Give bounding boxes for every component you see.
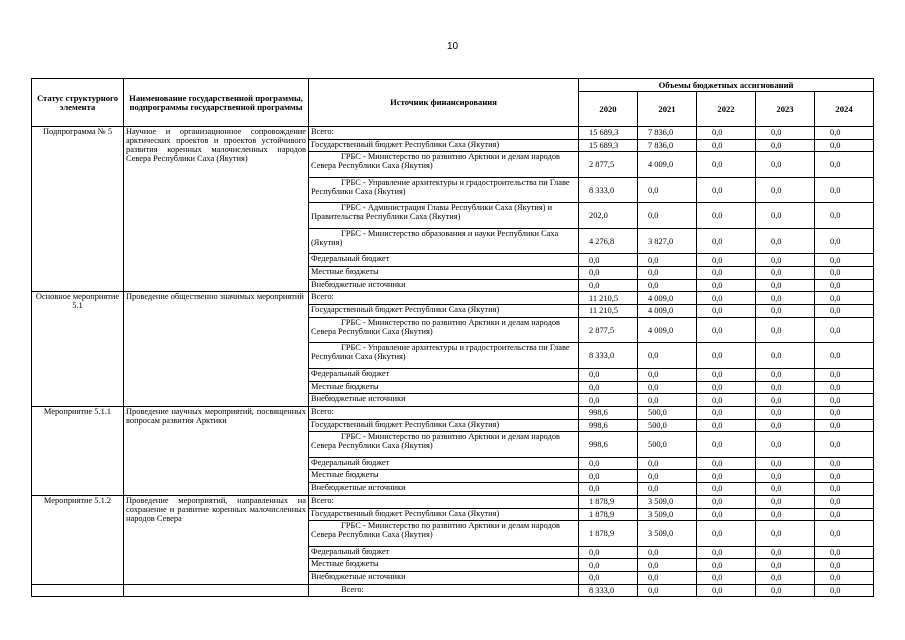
funding-source: ГРБС - Министерство по развитию Арктики и делам народов Севера Республики Саха (Якутия) [309, 521, 579, 547]
program-name [124, 584, 309, 597]
budget-value: 202,0 [579, 203, 638, 229]
budget-value: 0,0 [638, 343, 697, 369]
budget-value: 0,0 [697, 254, 756, 267]
budget-value: 0,0 [638, 368, 697, 381]
funding-source: Федеральный бюджет [309, 254, 579, 267]
budget-value: 0,0 [579, 267, 638, 280]
budget-value: 0,0 [756, 292, 815, 305]
funding-source: Федеральный бюджет [309, 368, 579, 381]
budget-value: 7 836,0 [638, 127, 697, 140]
budget-value: 0,0 [579, 368, 638, 381]
budget-value: 0,0 [756, 203, 815, 229]
budget-value: 0,0 [697, 483, 756, 496]
budget-value: 0,0 [579, 572, 638, 585]
budget-value: 0,0 [697, 368, 756, 381]
budget-value: 0,0 [697, 432, 756, 458]
header-year: 2020 [579, 92, 638, 127]
budget-value: 0,0 [815, 279, 874, 292]
budget-value: 0,0 [756, 419, 815, 432]
funding-source: ГРБС - Управление архитектуры и градостроительства пи Главе Республики Саха (Якутия) [309, 177, 579, 203]
budget-value: 2 877,5 [579, 317, 638, 343]
funding-source: ГРБС - Администрация Главы Республики Саха (Якутия) и Правительства Республики Саха (Якутия) [309, 203, 579, 229]
budget-value: 0,0 [579, 394, 638, 407]
element-status [32, 584, 124, 597]
budget-value: 0,0 [815, 381, 874, 394]
funding-source: Местные бюджеты [309, 559, 579, 572]
budget-value: 0,0 [756, 254, 815, 267]
budget-value: 0,0 [756, 483, 815, 496]
budget-value: 0,0 [815, 139, 874, 152]
element-status: Основное мероприятие 5.1 [32, 292, 124, 406]
budget-value: 4 009,0 [638, 152, 697, 178]
budget-value: 0,0 [697, 508, 756, 521]
budget-value: 0,0 [756, 139, 815, 152]
budget-value: 4 276,8 [579, 228, 638, 254]
table-row [32, 495, 874, 508]
header-year: 2024 [815, 92, 874, 127]
budget-value: 0,0 [815, 203, 874, 229]
budget-value: 0,0 [697, 559, 756, 572]
funding-source: Федеральный бюджет [309, 457, 579, 470]
element-status: Мероприятие 5.1.1 [32, 406, 124, 495]
budget-value: 0,0 [756, 228, 815, 254]
budget-value: 8 333,0 [579, 584, 638, 597]
table-row [32, 406, 874, 419]
funding-source: Государственный бюджет Республики Саха (Якутия) [309, 419, 579, 432]
budget-value: 0,0 [756, 406, 815, 419]
budget-value: 0,0 [756, 546, 815, 559]
funding-source: Государственный бюджет Республики Саха (Якутия) [309, 139, 579, 152]
budget-value: 0,0 [815, 305, 874, 318]
budget-value: 15 689,3 [579, 127, 638, 140]
funding-source: Всего: [309, 127, 579, 140]
budget-value: 500,0 [638, 419, 697, 432]
header-year: 2023 [756, 92, 815, 127]
budget-value: 0,0 [756, 457, 815, 470]
header-year: 2022 [697, 92, 756, 127]
budget-value: 0,0 [579, 483, 638, 496]
budget-value: 0,0 [638, 584, 697, 597]
budget-value: 0,0 [697, 305, 756, 318]
funding-source: Государственный бюджет Республики Саха (Якутия) [309, 305, 579, 318]
program-name: Проведение мероприятий, направленных на сохранение и развитие коренных малочисленных народов Севера [124, 495, 309, 584]
budget-value: 4 009,0 [638, 317, 697, 343]
budget-value: 0,0 [697, 292, 756, 305]
budget-value: 0,0 [697, 495, 756, 508]
funding-source: ГРБС - Управление архитектуры и градостроительства пи Главе Республики Саха (Якутия) [309, 343, 579, 369]
budget-value: 0,0 [815, 406, 874, 419]
table-body [32, 127, 874, 597]
header-source: Источник финансирования [309, 79, 579, 127]
budget-table [31, 78, 874, 597]
budget-value: 0,0 [815, 267, 874, 280]
budget-value: 0,0 [815, 127, 874, 140]
budget-value: 0,0 [756, 584, 815, 597]
budget-value: 0,0 [579, 254, 638, 267]
budget-value: 0,0 [697, 177, 756, 203]
budget-value: 0,0 [815, 546, 874, 559]
funding-source: Федеральный бюджет [309, 546, 579, 559]
budget-value: 0,0 [579, 470, 638, 483]
budget-value: 0,0 [697, 228, 756, 254]
budget-value: 0,0 [579, 546, 638, 559]
budget-value: 11 210,5 [579, 292, 638, 305]
budget-value: 0,0 [815, 432, 874, 458]
budget-value: 0,0 [697, 394, 756, 407]
budget-value: 0,0 [815, 521, 874, 547]
header-year: 2021 [638, 92, 697, 127]
budget-value: 0,0 [756, 508, 815, 521]
funding-source: Местные бюджеты [309, 470, 579, 483]
budget-value: 0,0 [697, 127, 756, 140]
budget-value: 3 827,0 [638, 228, 697, 254]
table-row [32, 584, 874, 597]
funding-source: Всего: [309, 584, 579, 597]
budget-value: 0,0 [638, 203, 697, 229]
budget-value: 0,0 [638, 559, 697, 572]
budget-value: 0,0 [697, 152, 756, 178]
budget-value: 0,0 [638, 279, 697, 292]
budget-value: 0,0 [756, 394, 815, 407]
budget-value: 0,0 [756, 381, 815, 394]
budget-value: 0,0 [815, 419, 874, 432]
budget-value: 0,0 [638, 254, 697, 267]
funding-source: ГРБС - Министерство по развитию Арктики и делам народов Севера Республики Саха (Якутия) [309, 317, 579, 343]
budget-value: 0,0 [579, 279, 638, 292]
budget-value: 0,0 [697, 381, 756, 394]
budget-value: 0,0 [815, 559, 874, 572]
budget-value: 0,0 [815, 368, 874, 381]
budget-value: 0,0 [756, 368, 815, 381]
budget-value: 3 509,0 [638, 521, 697, 547]
budget-value: 0,0 [815, 572, 874, 585]
budget-value: 3 509,0 [638, 508, 697, 521]
budget-value: 0,0 [815, 508, 874, 521]
budget-value: 0,0 [638, 457, 697, 470]
budget-value: 0,0 [815, 470, 874, 483]
budget-value: 1 878,9 [579, 521, 638, 547]
budget-value: 0,0 [815, 495, 874, 508]
budget-value: 0,0 [697, 267, 756, 280]
budget-value: 0,0 [815, 394, 874, 407]
budget-value: 1 878,9 [579, 495, 638, 508]
budget-value: 15 689,3 [579, 139, 638, 152]
budget-value: 0,0 [579, 457, 638, 470]
budget-value: 0,0 [638, 177, 697, 203]
budget-value: 0,0 [697, 521, 756, 547]
budget-value: 0,0 [638, 470, 697, 483]
budget-value: 500,0 [638, 432, 697, 458]
budget-value: 0,0 [756, 279, 815, 292]
header-name: Наименование государственной программы, подпрограммы государственной программы [124, 79, 309, 127]
budget-value: 500,0 [638, 406, 697, 419]
budget-value: 0,0 [697, 317, 756, 343]
budget-value: 0,0 [697, 546, 756, 559]
header-volumes: Объемы бюджетных ассигнований [579, 79, 874, 92]
budget-value: 0,0 [756, 317, 815, 343]
budget-value: 2 877,5 [579, 152, 638, 178]
funding-source: ГРБС - Министерство по развитию Арктики и делам народов Севера Республики Саха (Якутия) [309, 152, 579, 178]
budget-value: 0,0 [697, 343, 756, 369]
funding-source: Внебюджетные источники [309, 572, 579, 585]
budget-value: 0,0 [697, 279, 756, 292]
budget-value: 0,0 [815, 254, 874, 267]
budget-value: 0,0 [638, 483, 697, 496]
budget-value: 0,0 [697, 470, 756, 483]
budget-value: 0,0 [697, 457, 756, 470]
budget-value: 0,0 [815, 343, 874, 369]
budget-value: 0,0 [756, 521, 815, 547]
budget-value: 0,0 [815, 177, 874, 203]
budget-value: 0,0 [815, 292, 874, 305]
budget-value: 4 009,0 [638, 305, 697, 318]
budget-value: 0,0 [815, 152, 874, 178]
element-status: Подпрограмма № 5 [32, 127, 124, 292]
budget-value: 998,6 [579, 419, 638, 432]
budget-value: 0,0 [756, 432, 815, 458]
budget-value: 0,0 [697, 203, 756, 229]
budget-value: 1 878,9 [579, 508, 638, 521]
budget-value: 4 009,0 [638, 292, 697, 305]
budget-value: 0,0 [756, 127, 815, 140]
budget-value: 0,0 [815, 483, 874, 496]
budget-value: 8 333,0 [579, 343, 638, 369]
budget-value: 0,0 [579, 559, 638, 572]
funding-source: ГРБС - Министерство по развитию Арктики и делам народов Севера Республики Саха (Якутия) [309, 432, 579, 458]
funding-source: ГРБС - Министерство образования и науки Республики Саха (Якутия) [309, 228, 579, 254]
budget-value: 0,0 [697, 139, 756, 152]
budget-value: 11 210,5 [579, 305, 638, 318]
budget-value: 998,6 [579, 406, 638, 419]
budget-value: 8 333,0 [579, 177, 638, 203]
budget-value: 0,0 [697, 419, 756, 432]
table-row [32, 292, 874, 305]
funding-source: Внебюджетные источники [309, 394, 579, 407]
funding-source: Местные бюджеты [309, 267, 579, 280]
funding-source: Внебюджетные источники [309, 279, 579, 292]
budget-value: 998,6 [579, 432, 638, 458]
budget-value: 0,0 [756, 470, 815, 483]
funding-source: Всего: [309, 495, 579, 508]
budget-value: 0,0 [638, 381, 697, 394]
budget-value: 0,0 [756, 305, 815, 318]
budget-value: 0,0 [815, 584, 874, 597]
budget-value: 0,0 [756, 572, 815, 585]
budget-value: 0,0 [638, 572, 697, 585]
budget-value: 0,0 [638, 394, 697, 407]
funding-source: Всего: [309, 406, 579, 419]
budget-value: 0,0 [697, 572, 756, 585]
program-name: Научное и организационное сопровождение арктических проектов и проектов устойчивого развития коренных малочисленных народов Севера Республики Саха (Якутия) [124, 127, 309, 292]
budget-value: 0,0 [815, 317, 874, 343]
funding-source: Внебюджетные источники [309, 483, 579, 496]
budget-value: 0,0 [756, 152, 815, 178]
budget-value: 0,0 [697, 406, 756, 419]
budget-value: 7 836,0 [638, 139, 697, 152]
page-number: 10 [446, 41, 459, 52]
budget-value: 0,0 [756, 267, 815, 280]
budget-value: 0,0 [815, 457, 874, 470]
budget-value: 0,0 [697, 584, 756, 597]
budget-value: 0,0 [579, 381, 638, 394]
table-row [32, 127, 874, 140]
funding-source: Всего: [309, 292, 579, 305]
program-name: Проведение научных мероприятий, посвященных вопросам развития Арктики [124, 406, 309, 495]
element-status: Мероприятие 5.1.2 [32, 495, 124, 584]
budget-value: 0,0 [756, 495, 815, 508]
budget-value: 0,0 [756, 177, 815, 203]
budget-value: 0,0 [756, 343, 815, 369]
funding-source: Местные бюджеты [309, 381, 579, 394]
budget-value: 0,0 [815, 228, 874, 254]
funding-source: Государственный бюджет Республики Саха (Якутия) [309, 508, 579, 521]
budget-value: 3 509,0 [638, 495, 697, 508]
budget-value: 0,0 [638, 267, 697, 280]
header-status: Статус структурного элемента [32, 79, 124, 127]
budget-value: 0,0 [756, 559, 815, 572]
budget-value: 0,0 [638, 546, 697, 559]
program-name: Проведение общественно значимых мероприятий [124, 292, 309, 406]
